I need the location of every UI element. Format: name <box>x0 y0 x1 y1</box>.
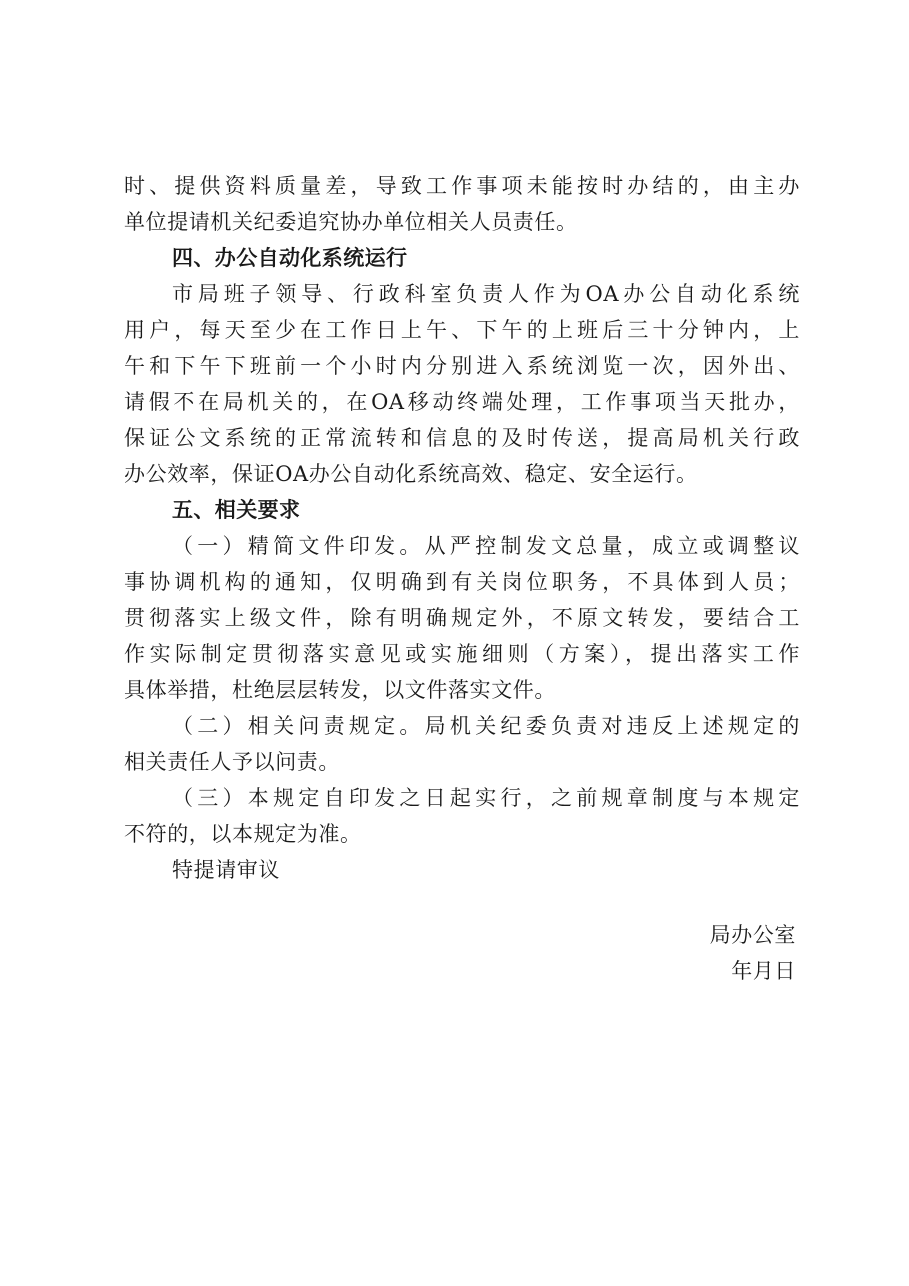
paragraph-line: 相关责任人予以问责。 <box>124 750 340 774</box>
closing-request: 特提请审议 <box>172 858 280 882</box>
paragraph-line: 午和下午下班前一个小时内分别进入系统浏览一次，因外出、 <box>124 354 800 378</box>
signature-office: 局办公室 <box>709 923 796 947</box>
paragraph-line: 请假不在局机关的，在OA移动终端处理，工作事项当天批办， <box>124 390 800 414</box>
section-heading: 四、办公自动化系统运行 <box>172 246 408 270</box>
paragraph-line: 作实际制定贯彻落实意见或实施细则（方案），提出落实工作 <box>124 642 800 666</box>
paragraph-line: 具体举措，杜绝层层转发，以文件落实文件。 <box>124 678 556 702</box>
paragraph-line: 贯彻落实上级文件，除有明确规定外，不原文转发，要结合工 <box>124 606 800 630</box>
paragraph-line: 办公效率，保证OA办公自动化系统高效、稳定、安全运行。 <box>124 462 698 486</box>
paragraph-line: 时、提供资料质量差，导致工作事项未能按时办结的，由主办 <box>124 174 800 198</box>
paragraph-line: （一）精简文件印发。从严控制发文总量，成立或调整议 <box>172 534 800 558</box>
paragraph-line: 保证公文系统的正常流转和信息的及时传送，提高局机关行政 <box>124 426 800 450</box>
signature-date: 年月日 <box>731 959 796 983</box>
paragraph-line: 不符的，以本规定为准。 <box>124 822 362 846</box>
paragraph-line: （三）本规定自印发之日起实行，之前规章制度与本规定 <box>172 786 800 810</box>
paragraph-line: （二）相关问责规定。局机关纪委负责对违反上述规定的 <box>172 714 800 738</box>
paragraph-line: 事协调机构的通知，仅明确到有关岗位职务，不具体到人员； <box>124 570 800 594</box>
paragraph-line: 单位提请机关纪委追究协办单位相关人员责任。 <box>124 210 578 234</box>
section-heading: 五、相关要求 <box>172 498 301 522</box>
paragraph-line: 市局班子领导、行政科室负责人作为OA办公自动化系统 <box>172 282 800 306</box>
paragraph-line: 用户，每天至少在工作日上午、下午的上班后三十分钟内，上 <box>124 318 800 342</box>
